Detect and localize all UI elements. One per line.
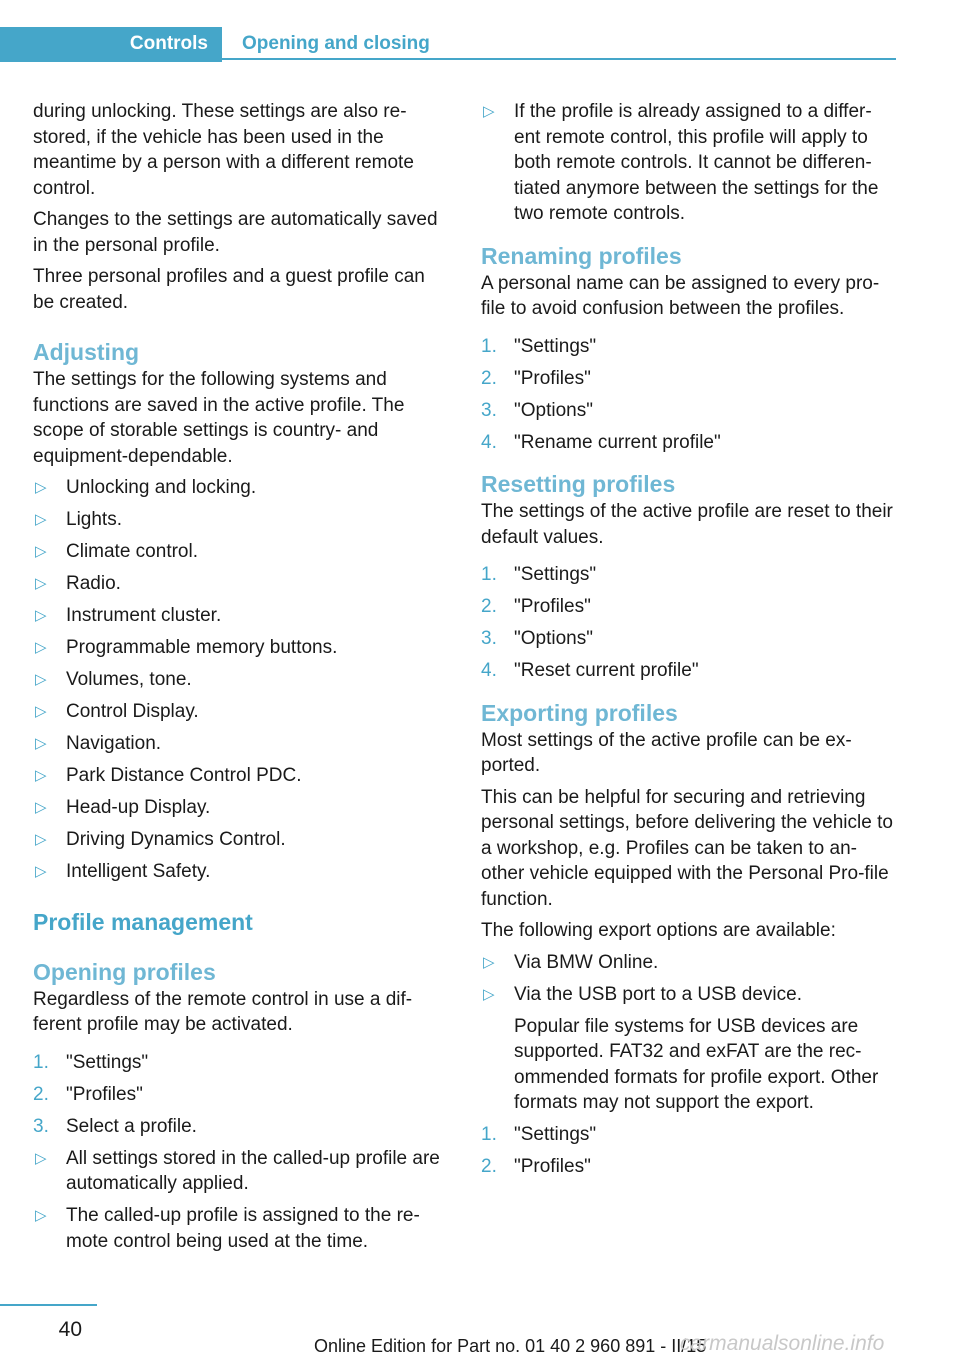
section-heading-profile-management: Profile management: [33, 908, 253, 935]
step-item: 3. "Options": [481, 626, 893, 652]
step-number: 2.: [33, 1083, 49, 1105]
tab-controls[interactable]: Controls: [0, 27, 222, 62]
paragraph: The following export options are available:: [481, 920, 836, 941]
step-item: 2. "Profiles": [33, 1082, 445, 1108]
section-heading-adjusting: Adjusting: [33, 339, 140, 365]
step-number: 1.: [481, 564, 497, 585]
paragraph: A personal name can be assigned to every pro-file to avoid confusion between the profiles.: [481, 272, 880, 319]
list-item: ▷ Volumes, tone.: [33, 667, 445, 693]
triangle-bullet-icon: ▷: [35, 575, 47, 592]
triangle-bullet-icon: ▷: [35, 1149, 47, 1167]
adjusting-list: [33, 475, 445, 885]
step-number: 3.: [481, 628, 497, 649]
list-item: ▷ Via the USB port to a USB device.: [481, 982, 893, 1008]
paragraph: This can be helpful for securing and retrieving personal settings, before delivering the vehicle to a workshop, e.g. Profiles can be taken to an-other vehicle equipped with the Personal Pro-file function.: [481, 786, 893, 910]
step-item: 4. "Reset current profile": [481, 658, 893, 684]
step-number: 4.: [481, 431, 497, 453]
step-item: 1. "Settings": [481, 562, 893, 588]
resetting-steps: [481, 562, 893, 684]
paragraph: The settings of the active profile are reset to their default values.: [481, 501, 893, 548]
list-item: ▷ If the profile is already assigned to a differ-ent remote control, this profile will apply to both remote controls. It cannot be differen-tiated anymore between the settings for the two remote controls.: [483, 101, 879, 224]
triangle-bullet-icon: ▷: [35, 863, 47, 880]
paragraph: The settings for the following systems and functions are saved in the active profile. The scope of storable settings is country- and equipment-dependable.: [33, 369, 405, 467]
step-item: 1. "Settings": [481, 334, 893, 360]
page-number: 40: [58, 1318, 82, 1341]
triangle-bullet-icon: ▷: [35, 479, 47, 496]
list-item: ▷ Instrument cluster.: [33, 603, 445, 629]
step-number: 1.: [481, 1123, 497, 1145]
list-item: ▷ Unlocking and locking.: [33, 475, 445, 501]
list-item: ▷ Navigation.: [33, 731, 445, 757]
list-item: ▷ Control Display.: [33, 699, 445, 725]
triangle-bullet-icon: ▷: [483, 953, 495, 971]
step-number: 2.: [481, 367, 497, 389]
step-item: 4. "Rename current profile": [481, 430, 893, 456]
triangle-bullet-icon: ▷: [35, 703, 47, 720]
step-number: 3.: [33, 1115, 49, 1137]
triangle-bullet-icon: ▷: [35, 543, 47, 560]
step-item: 2. "Profiles": [481, 594, 893, 620]
step-number: 4.: [481, 660, 497, 681]
step-item: 1. "Settings": [33, 1050, 445, 1076]
header-tabs: [0, 27, 896, 62]
step-item: 3. Select a profile.: [33, 1114, 445, 1140]
right-column: [481, 99, 893, 1193]
step-item: 3. "Options": [481, 398, 893, 424]
footer-rule: [0, 1304, 97, 1306]
triangle-bullet-icon: ▷: [35, 607, 47, 624]
triangle-bullet-icon: ▷: [35, 735, 47, 752]
step-item: 2. "Profiles": [481, 1154, 893, 1180]
list-item: ▷ Driving Dynamics Control.: [33, 827, 445, 853]
triangle-bullet-icon: ▷: [483, 103, 495, 120]
top-bullets: [481, 99, 893, 227]
list-item: ▷ All settings stored in the called-up profile are automatically applied.: [35, 1147, 440, 1194]
list-item: ▷ Programmable memory buttons.: [33, 635, 445, 661]
section-heading-resetting-profiles: Resetting profiles: [481, 471, 676, 497]
export-sub-paragraph: Popular file systems for USB devices are supported. FAT32 and exFAT are the rec-ommended formats for profile export. Other formats may not support the export.: [514, 1015, 879, 1113]
triangle-bullet-icon: ▷: [35, 767, 47, 784]
tab-opening-and-closing[interactable]: Opening and closing: [222, 27, 896, 60]
list-item: ▷ Park Distance Control PDC.: [33, 763, 445, 789]
section-heading-exporting-profiles: Exporting profiles: [481, 699, 678, 726]
edition-footer: Online Edition for Part no. 01 40 2 960 891 - II/15: [314, 1336, 707, 1356]
triangle-bullet-icon: ▷: [35, 671, 47, 688]
triangle-bullet-icon: ▷: [35, 1207, 47, 1224]
step-item: 1. "Settings": [481, 1122, 893, 1148]
opening-bullets: [33, 1146, 445, 1255]
triangle-bullet-icon: ▷: [483, 985, 495, 1003]
paragraph: Changes to the settings are automatically saved in the personal profile.: [33, 209, 438, 256]
export-bullets: [481, 950, 893, 1008]
step-number: 1.: [481, 335, 497, 357]
list-item: ▷ Climate control.: [33, 539, 445, 565]
paragraph: during unlocking. These settings are also re-stored, if the vehicle has been used in the meantime by a person with a different remote control.: [33, 101, 414, 199]
paragraph: Three personal profiles and a guest profile can be created.: [33, 266, 425, 313]
triangle-bullet-icon: ▷: [35, 831, 47, 848]
left-column: [33, 99, 445, 1268]
step-number: 3.: [481, 399, 497, 421]
step-item: 2. "Profiles": [481, 366, 893, 392]
list-item: ▷ The called-up profile is assigned to the re-mote control being used at the time.: [35, 1205, 420, 1252]
list-item: ▷ Via BMW Online.: [481, 950, 893, 976]
export-steps: [481, 1122, 893, 1180]
list-item: ▷ Intelligent Safety.: [33, 859, 445, 885]
renaming-steps: [481, 334, 893, 456]
paragraph: Regardless of the remote control in use a dif-ferent profile may be activated.: [33, 988, 413, 1035]
triangle-bullet-icon: ▷: [35, 511, 47, 528]
list-item: ▷ Lights.: [33, 507, 445, 533]
section-heading-opening-profiles: Opening profiles: [33, 958, 216, 985]
step-number: 2.: [481, 596, 497, 617]
list-item: ▷ Head-up Display.: [33, 795, 445, 821]
watermark: carmanualsonline.info: [680, 1332, 885, 1355]
triangle-bullet-icon: ▷: [35, 639, 47, 656]
step-number: 2.: [481, 1155, 497, 1177]
list-item: ▷ Radio.: [33, 571, 445, 597]
paragraph: Most settings of the active profile can be ex-ported.: [481, 729, 852, 776]
step-number: 1.: [33, 1051, 49, 1073]
opening-steps: [33, 1050, 445, 1140]
section-heading-renaming-profiles: Renaming profiles: [481, 242, 682, 269]
triangle-bullet-icon: ▷: [35, 799, 47, 816]
